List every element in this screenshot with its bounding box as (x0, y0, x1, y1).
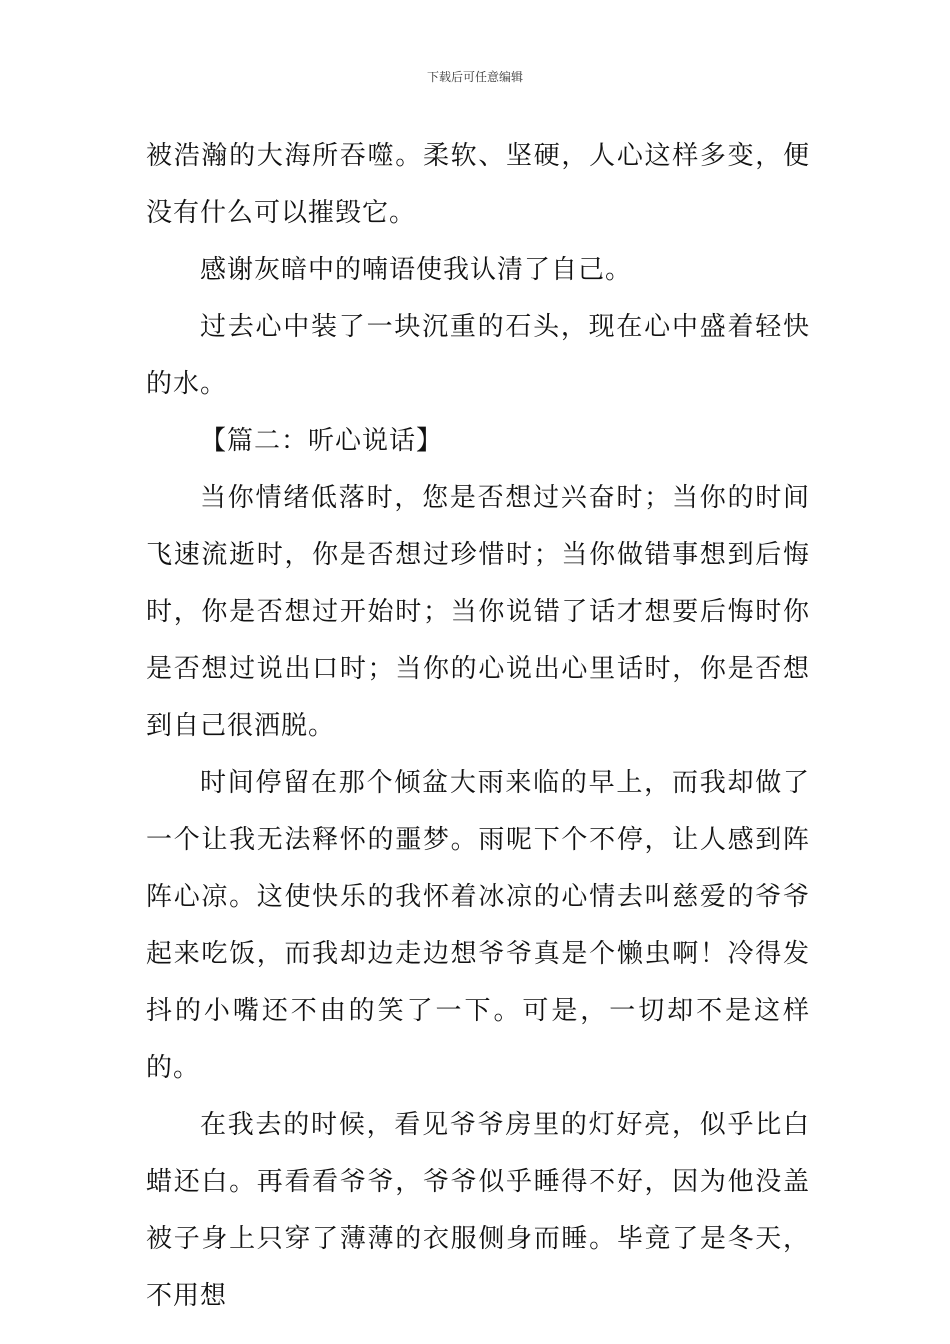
section-heading: 【篇二：听心说话】 (200, 426, 444, 456)
page-header: 下载后可任意编辑 (426, 70, 523, 84)
paragraph-5: 时间停留在那个倾盆大雨来临的早上，而我却做了一个让我无法释怀的噩梦。雨呢下个不停，让人感到阵阵心凉。这使快乐的我怀着冰凉的心情去叫慈爱的爷爷起来吃饭，而我却边走边想爷爷真是个懒虫啊！冷得发抖的小嘴还不由的笑了一下。可是，一切却不是这样的。 (146, 768, 810, 1083)
paragraph-3: 过去心中装了一块沉重的石头，现在心中盛着轻快的水。 (146, 312, 810, 399)
paragraph-1: 被浩瀚的大海所吞噬。柔软、坚硬，人心这样多变，便没有什么可以摧毁它。 (146, 141, 810, 228)
paragraph-2: 感谢灰暗中的喃语使我认清了自己。 (200, 255, 633, 285)
document-body (146, 128, 810, 1325)
paragraph-4: 当你情绪低落时，您是否想过兴奋时；当你的时间飞速流逝时，你是否想过珍惜时；当你做错事想到后悔时，你是否想过开始时；当你说错了话才想要后悔时你是否想过说出口时；当你的心说出心里话时，你是否想到自己很洒脱。 (146, 483, 810, 741)
paragraph-6: 在我去的时候，看见爷爷房里的灯好亮，似乎比白蜡还白。再看看爷爷，爷爷似乎睡得不好，因为他没盖被子身上只穿了薄薄的衣服侧身而睡。毕竟了是冬天，不用想 (146, 1110, 810, 1311)
